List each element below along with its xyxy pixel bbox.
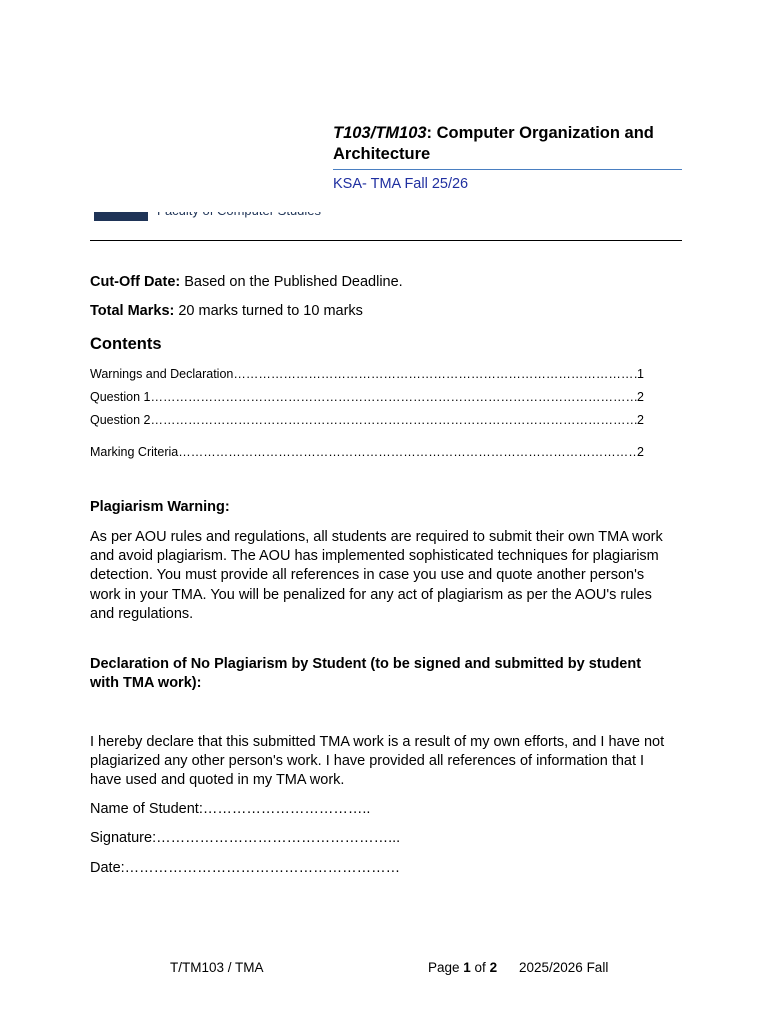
course-title [333, 123, 683, 165]
total-marks [90, 303, 363, 319]
toc-item[interactable]: Warnings and Declaration ……………………………………………………………………………………………………………………………………………… 1 [90, 367, 644, 381]
header-divider [90, 240, 682, 241]
marks-label: Total Marks: [90, 303, 175, 319]
cutoff-label: Cut-Off Date: [90, 274, 181, 290]
marks-value: 20 marks turned to 10 marks [174, 303, 363, 319]
declaration-heading: Declaration of No Plagiarism by Student (to be signed and submitted by student with TMA work): [90, 656, 642, 692]
course-name: : Computer Organization and Architecture [333, 124, 654, 163]
title-divider [333, 169, 682, 170]
tma-subtitle: KSA- TMA Fall 25/26 [333, 176, 469, 192]
contents-heading: Contents [90, 335, 162, 353]
course-code: T103/TM103 [333, 124, 427, 142]
plagiarism-body: As per AOU rules and regulations, all students are required to submit their own TMA work and avoid plagiarism. The AOU has implemented sophisticated techniques for plagiarism detection. You must provide all references in case you use and quote another person's work in your TMA. You will be penalized for any act of plagiarism as per the AOU's rules and regulations. [90, 529, 663, 622]
plagiarism-heading: Plagiarism Warning: [90, 499, 230, 515]
declaration-body: I hereby declare that this submitted TMA work is a result of my own efforts, and I have not plagiarized any other person's work. I have provided all references of information that I have used and quoted in my TMA work. [90, 734, 665, 789]
toc-item[interactable]: Question 2 ……………………………………………………………………………………………………………………………………………… 2 [90, 413, 644, 427]
cutoff-value: Based on the Published Deadline. [180, 274, 403, 290]
footer-course: T/TM103 / TMA [170, 960, 264, 975]
faculty-logo [94, 205, 334, 221]
footer-term: 2025/2026 Fall [519, 960, 609, 975]
toc-item[interactable]: Marking Criteria ……………………………………………………………………………………………………………………………………………… 2 [90, 445, 644, 459]
cutoff-date [90, 274, 403, 290]
date-field: Date:………………………………………………… [90, 860, 401, 876]
toc-item[interactable]: Question 1 ……………………………………………………………………………………………………………………………………………… 2 [90, 390, 644, 404]
footer-page-number: Page 1 of 2 [428, 960, 498, 975]
logo-crop [94, 205, 334, 212]
signature-field: Signature:…………………………………………... [90, 830, 401, 846]
student-name-field: Name of Student:…………………………….. [90, 801, 371, 817]
